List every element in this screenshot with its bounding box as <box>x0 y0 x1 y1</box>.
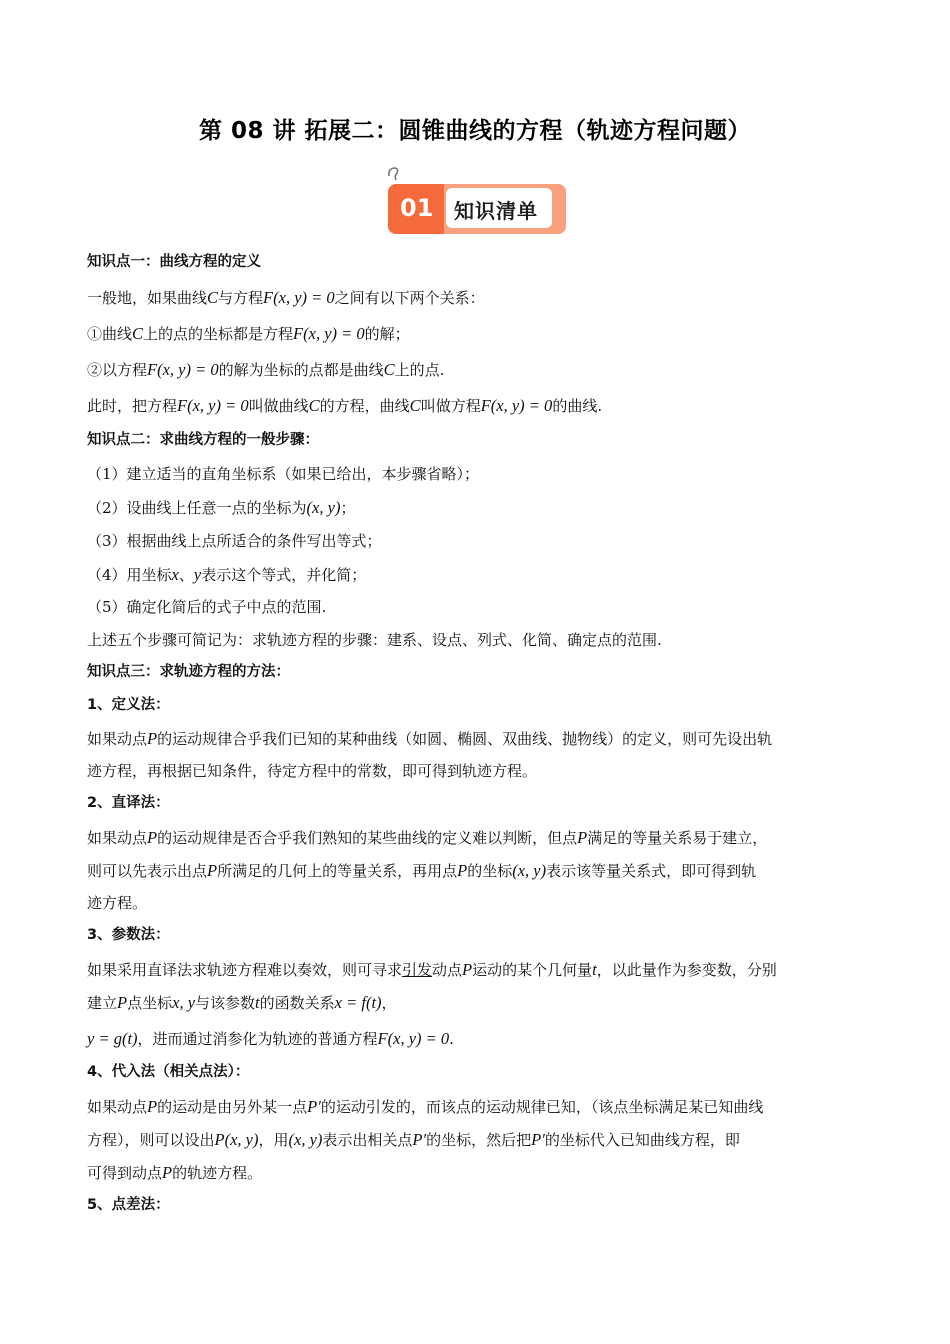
method-heading-parameter: 3、参数法： <box>87 927 170 943</box>
method-heading-direct: 2、直译法： <box>87 795 170 811</box>
step-1: （1）建立适当的直角坐标系（如果已给出，本步骤省略）； <box>87 465 480 483</box>
step-4: （4）用坐标x、y表示这个等式，并化简； <box>87 565 367 584</box>
method-direct-text-2: 则可以先表示出点P所满足的几何上的等量关系，再用点P的坐标(x, y)表示该等量关系式，即可得到轨 <box>87 861 757 880</box>
method-substitution-text-1: 如果动点P的运动是由另外某一点P′的运动引发的，而该点的运动规律已知，（该点坐标满足某已知曲线 <box>87 1097 764 1116</box>
method-parameter-text-2: 建立P点坐标x, y与该参数t的函数关系x = f(t)， <box>87 993 397 1012</box>
badge-label: 知识清单 <box>454 199 538 223</box>
step-2: （2）设曲线上任意一点的坐标为(x, y)； <box>87 498 356 517</box>
step-3: （3）根据曲线上点所适合的条件写出等式； <box>87 532 382 550</box>
badge-number: 01 <box>400 194 434 222</box>
method-substitution-text-2: 方程），则可以设出P(x, y)，用(x, y)表示出相关点P′的坐标，然后把P′的坐标代入已知曲线方程，即 <box>87 1130 740 1149</box>
paragraph-definition-intro: 一般地，如果曲线C与方程F(x, y) = 0之间有以下两个关系： <box>87 288 485 307</box>
section-heading-1: 知识点一：曲线方程的定义 <box>87 254 261 270</box>
method-direct-text-3: 迹方程。 <box>87 894 148 912</box>
section-badge <box>386 164 568 238</box>
method-definition-text-1: 如果动点P的运动规律合乎我们已知的某种曲线（如圆、椭圆、双曲线、抛物线）的定义，则可先设出轨 <box>87 729 773 748</box>
paragraph-relation-2: ②以方程F(x, y) = 0的解为坐标的点都是曲线C上的点. <box>87 360 445 379</box>
paragraph-definition-conclusion: 此时，把方程F(x, y) = 0叫做曲线C的方程，曲线C叫做方程F(x, y) = 0的曲线. <box>87 396 603 415</box>
method-parameter-text-1: 如果采用直译法求轨迹方程难以奏效，则可寻求引发动点P运动的某个几何量t，以此量作为参变数，分别 <box>87 960 777 979</box>
method-definition-text-2: 迹方程，再根据已知条件，待定方程中的常数，即可得到轨迹方程。 <box>87 762 538 780</box>
step-5: （5）确定化简后的式子中点的范围. <box>87 598 327 616</box>
method-substitution-text-3: 可得到动点P的轨迹方程。 <box>87 1163 263 1182</box>
page-title: 第 08 讲 拓展二：圆锥曲线的方程（轨迹方程问题） <box>198 118 752 144</box>
method-heading-definition: 1、定义法： <box>87 697 170 713</box>
section-heading-3: 知识点三：求轨迹方程的方法： <box>87 664 290 680</box>
method-direct-text-1: 如果动点P的运动规律是否合乎我们熟知的某些曲线的定义难以判断，但点P满足的等量关系易于建立， <box>87 828 768 847</box>
paragraph-relation-1: ①曲线C上的点的坐标都是方程F(x, y) = 0的解； <box>87 324 410 343</box>
section-heading-2: 知识点二：求曲线方程的一般步骤： <box>87 432 319 448</box>
method-heading-point-difference: 5、点差法： <box>87 1197 170 1213</box>
method-parameter-text-3: y = g(t)，进而通过消参化为轨迹的普通方程F(x, y) = 0. <box>87 1029 454 1048</box>
steps-summary: 上述五个步骤可简记为：求轨迹方程的步骤：建系、设点、列式、化简、确定点的范围. <box>87 631 662 649</box>
method-heading-substitution: 4、代入法（相关点法）： <box>87 1064 250 1080</box>
